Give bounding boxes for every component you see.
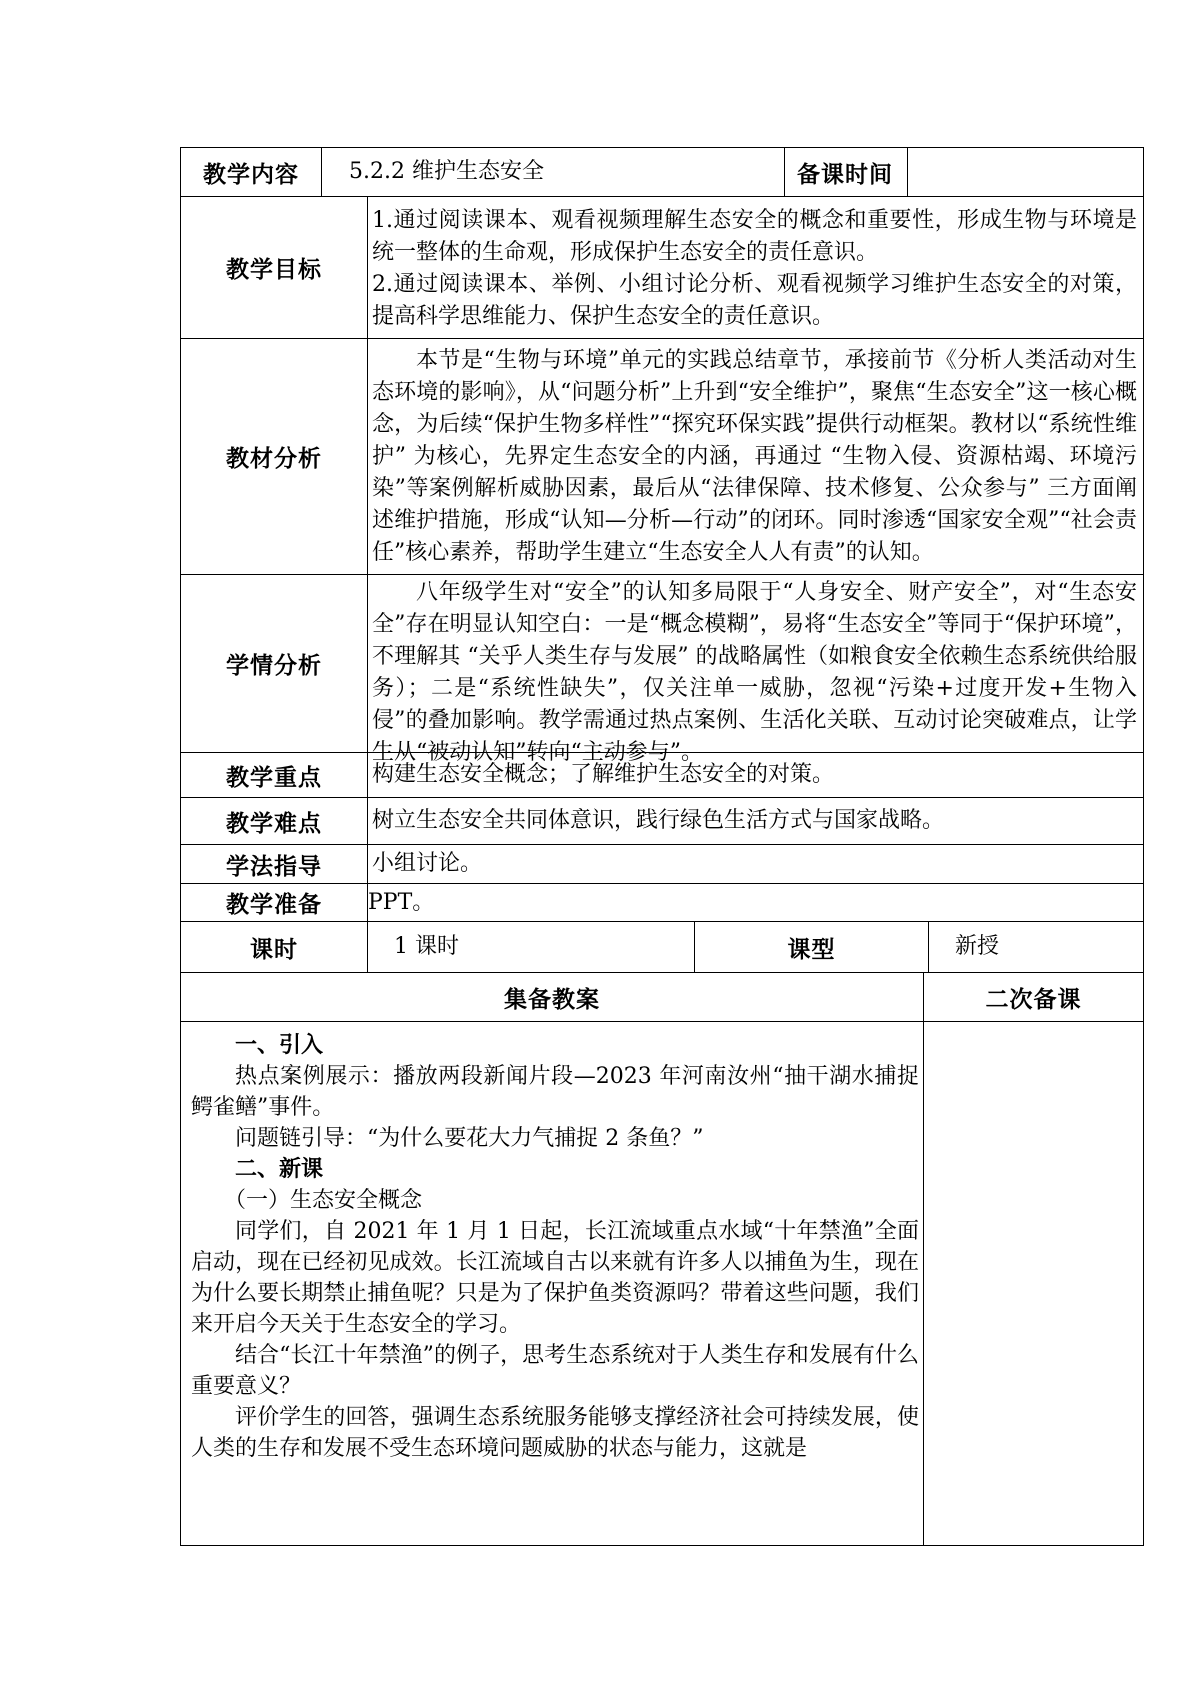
body-paragraph: 评价学生的回答，强调生态系统服务能够支撑经济社会可持续发展，使人类的生存和发展不受生态环境问题威胁的状态与能力，这就是 xyxy=(191,1405,919,1461)
intro-heading: 一、引入 xyxy=(235,1033,324,1058)
prep-time-label: 备课时间 xyxy=(784,147,908,197)
key-point-label: 教学重点 xyxy=(180,752,368,798)
lesson-plan-grid xyxy=(180,147,1144,1546)
goal-item: 1.通过阅读课本、观看视频理解生态安全的概念和重要性，形成生物与环境是统一整体的生命观，形成保护生态安全的责任意识。 xyxy=(372,208,1137,265)
teaching-prep-text: PPT。 xyxy=(367,883,1144,922)
material-analysis-text xyxy=(367,338,1144,575)
lesson-body xyxy=(180,1021,924,1546)
lesson-type-label: 课型 xyxy=(694,921,929,973)
prep-time-value xyxy=(907,147,1144,197)
student-analysis-paragraph: 八年级学生对“安全”的认知多局限于“人身安全、财产安全”，对“生态安全”存在明显认知空白：一是“概念模糊”，易将“生态安全”等同于“保护环境”，不理解其 “关乎人类生存与发展” 的战略属性（如粮食安全依赖生态系统供给服务）；二是“系统性缺失”，仅关注单一威胁，忽视“污染+过度开发+生物入侵”的叠加影响。教学需通过热点案例、生活化关联、互动讨论突破难点，让学生从“被动认知”转向“主动参与”。 xyxy=(372,580,1137,765)
teaching-prep-label: 教学准备 xyxy=(180,883,368,922)
teaching-content-value: 5.2.2 维护生态安全 xyxy=(321,147,785,197)
class-hours-label: 课时 xyxy=(180,921,368,973)
body-paragraph: 结合“长江十年禁渔”的例子，思考生态系统对于人类生存和发展有什么重要意义？ xyxy=(191,1343,919,1399)
lesson-type-value: 新授 xyxy=(928,921,1144,973)
material-analysis-paragraph: 本节是“生物与环境”单元的实践总结章节，承接前节《分析人类活动对生态环境的影响》，从“问题分析”上升到“安全维护”，聚焦“生态安全”这一核心概念，为后续“保护生物多样性”“探究环保实践”提供行动框架。教材以“系统性维护” 为核心，先界定生态安全的内涵，再通过 “生物入侵、资源枯竭、环境污染”等案例解析威胁因素，最后从“法律保障、技术修复、公众参与” 三方面阐述维护措施，形成“认知—分析—行动”的闭环。同时渗透“国家安全观”“社会责任”核心素养，帮助学生建立“生态安全人人有责”的认知。 xyxy=(372,348,1137,565)
class-hours-value: 1 课时 xyxy=(367,921,695,973)
goal-item: 2.通过阅读课本、举例、小组讨论分析、观看视频学习维护生态安全的对策，提高科学思维能力、保护生态安全的责任意识。 xyxy=(372,272,1137,329)
intro-question: 问题链引导：“为什么要花大力气捕捉 2 条鱼？” xyxy=(235,1126,704,1151)
collective-plan-header: 集备教案 xyxy=(180,972,924,1022)
new-lesson-heading: 二、新课 xyxy=(235,1157,324,1182)
material-analysis-label: 教材分析 xyxy=(180,338,368,575)
teaching-goals-label: 教学目标 xyxy=(180,196,368,339)
teaching-goals-text xyxy=(367,196,1144,339)
study-method-text: 小组讨论。 xyxy=(367,844,1144,884)
section-heading: （一）生态安全概念 xyxy=(224,1188,423,1213)
body-paragraph: 同学们，自 2021 年 1 月 1 日起，长江流域重点水域“十年禁渔”全面启动，现在已经初见成效。长江流域自古以来就有许多人以捕鱼为生，现在为什么要长期禁止捕鱼呢？只是为了保护鱼类资源吗？带着这些问题，我们来开启今天关于生态安全的学习。 xyxy=(191,1219,919,1337)
second-prep-cell xyxy=(923,1021,1144,1546)
student-analysis-label: 学情分析 xyxy=(180,574,368,753)
intro-paragraph: 热点案例展示：播放两段新闻片段—2023 年河南汝州“抽干湖水捕捉鳄雀鳝”事件。 xyxy=(191,1064,919,1120)
teaching-content-label: 教学内容 xyxy=(180,147,322,197)
key-point-text: 构建生态安全概念；了解维护生态安全的对策。 xyxy=(367,752,1144,798)
difficult-point-label: 教学难点 xyxy=(180,797,368,845)
difficult-point-text: 树立生态安全共同体意识，践行绿色生活方式与国家战略。 xyxy=(367,797,1144,845)
student-analysis-text xyxy=(367,574,1144,765)
study-method-label: 学法指导 xyxy=(180,844,368,884)
second-prep-header: 二次备课 xyxy=(923,972,1144,1022)
